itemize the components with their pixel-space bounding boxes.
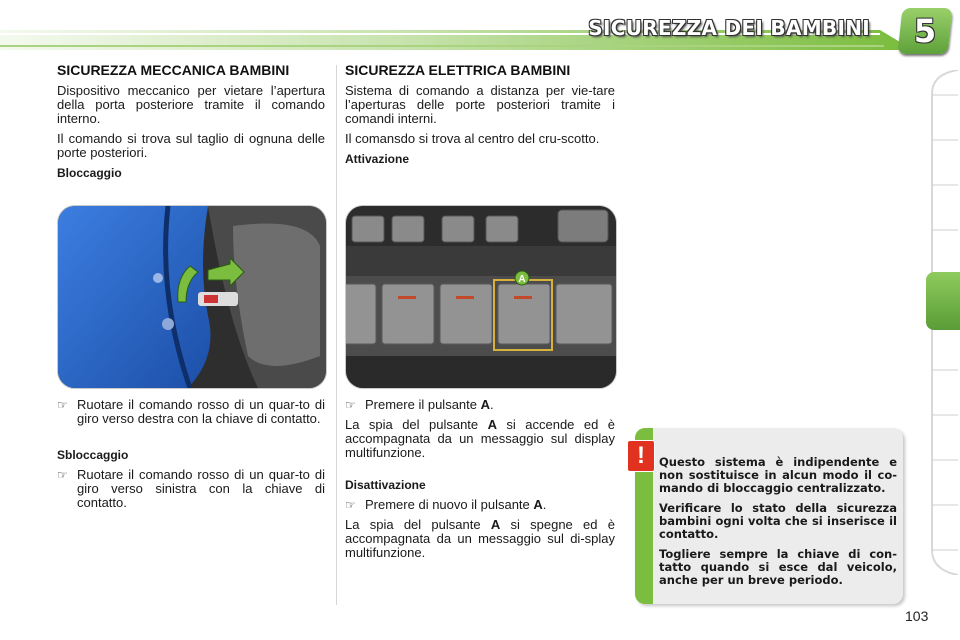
mechanical-intro-1: Dispositivo meccanico per vietare l’apertura della porta posteriore tramite il comando interno.: [57, 83, 325, 126]
pointing-hand-icon: ☞: [345, 498, 356, 512]
section-title: SICUREZZA DEI BAMBINI: [588, 16, 870, 40]
lock-step: [57, 398, 325, 426]
page-header: [0, 0, 960, 60]
deactivation-step-prefix: Premere di nuovo il pulsante: [365, 497, 534, 512]
unlock-step-text: Ruotare il comando rosso di un quar-to di giro verso sinistra con la chiave di contatto.: [77, 467, 325, 510]
warning-text: [659, 456, 897, 594]
lock-instructions: [57, 398, 325, 516]
chapter-badge: [898, 8, 953, 54]
door-lock-figure: [57, 205, 327, 389]
active-chapter-tab[interactable]: [926, 272, 960, 330]
electric-safety-section: [345, 63, 615, 172]
chapter-number: 5: [913, 12, 937, 50]
pointing-hand-icon: ☞: [345, 398, 356, 412]
column-divider: [336, 65, 337, 605]
deactivation-step: ☞ Premere di nuovo il pulsante A.: [345, 497, 547, 512]
electric-intro-1: Sistema di comando a distanza per vie-tare l’aperturas delle porte posteriori tramite i comandi interni.: [345, 83, 615, 126]
button-a-label: A: [533, 497, 543, 512]
warning-paragraph-2: Verificare lo stato della sicurezza bambini ogni volta che si inserisce il contatto.: [659, 501, 897, 541]
button-a-label: A: [480, 397, 491, 412]
activation-step: ☞ Premere il pulsante A.: [345, 397, 494, 412]
pointing-hand-icon: ☞: [57, 398, 68, 412]
mechanical-heading: SICUREZZA MECCANICA BAMBINI: [57, 62, 290, 78]
deactivation-text: [345, 518, 615, 560]
deactivation-text-b: si spegne ed è accompagnata da un messaggio sul di-splay multifunzione.: [345, 517, 615, 560]
activation-heading: Attivazione: [345, 152, 410, 166]
figure-callout-a: A: [518, 274, 526, 285]
warning-paragraph-1: Questo sistema è indipendente e non sostituisce in alcun modo il co-mando di bloccaggio centralizzato.: [659, 455, 897, 495]
warning-paragraph-3: Togliere sempre la chiave di con-tatto quando si esce dal veicolo, anche per un breve periodo.: [659, 547, 897, 587]
unlock-step: [57, 468, 325, 510]
button-a-label: A: [487, 417, 497, 432]
page-number: 103: [905, 608, 929, 624]
electric-intro-2: Il comansdo si trova al centro del cru-scotto.: [345, 131, 600, 146]
lock-heading: Bloccaggio: [57, 166, 122, 180]
activation-text: [345, 418, 615, 460]
activation-instructions: [345, 398, 615, 566]
pointing-hand-icon: ☞: [57, 468, 68, 482]
activation-text-b: si accende ed è accompagnata da un messaggio sul display multifunzione.: [345, 417, 615, 460]
mechanical-intro-2: Il comando si trova sul taglio di ognuna delle porte posteriori.: [57, 131, 325, 160]
activation-text-a: La spia del pulsante: [345, 417, 488, 432]
deactivation-text-a: La spia del pulsante: [345, 517, 491, 532]
activation-step-prefix: Premere il pulsante: [365, 397, 481, 412]
dashboard-buttons-figure: [345, 205, 617, 389]
button-a-label: A: [490, 517, 501, 532]
unlock-heading: Sbloccaggio: [57, 448, 129, 462]
mechanical-safety-section: [57, 63, 325, 186]
deactivation-heading: Disattivazione: [345, 478, 426, 492]
electric-heading: SICUREZZA ELETTRICA BAMBINI: [345, 62, 571, 78]
warning-icon: !: [627, 440, 655, 472]
lock-step-text: Ruotare il comando rosso di un quar-to di giro verso destra con la chiave di contatto.: [77, 397, 325, 426]
